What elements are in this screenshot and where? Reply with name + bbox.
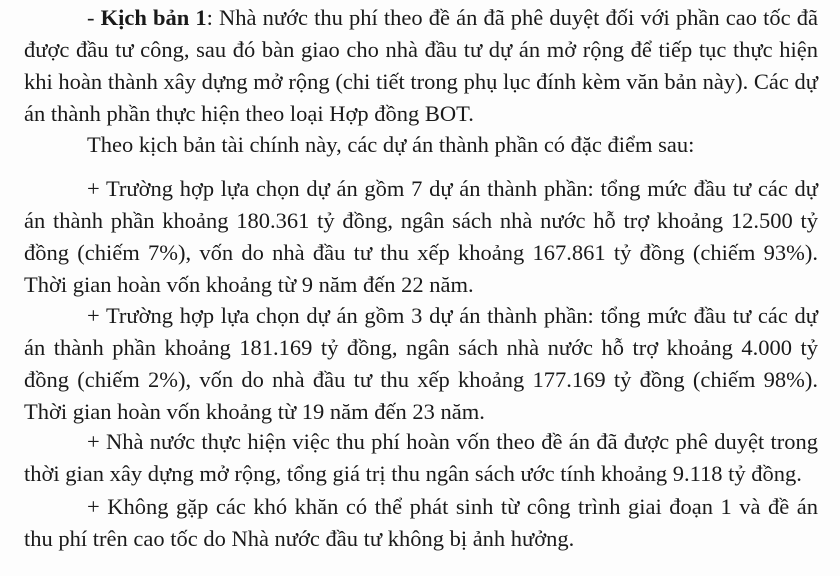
scenario-marker: - — [87, 5, 101, 30]
case-3-projects-paragraph: + Trường hợp lựa chọn dự án gồm 3 dự án thành phần: tổng mức đầu tư các dự án thành phần khoảng 181.169 tỷ đồng, ngân sách nhà nước hỗ trợ khoảng 4.000 tỷ đồng (chiếm 2%), vốn do nhà đầu tư thu xếp khoảng 177.169 tỷ đồng (chiếm 98%). Thời gian hoàn vốn khoảng từ 19 năm đến 23 năm. — [24, 303, 818, 424]
no-difficulty-paragraph: + Không gặp các khó khăn có thể phát sinh từ công trình giai đoạn 1 và đề án thu phí trên cao tốc do Nhà nước đầu tư không bị ảnh hưởng. — [24, 494, 818, 551]
case-7-projects-paragraph: + Trường hợp lựa chọn dự án gồm 7 dự án thành phần: tổng mức đầu tư các dự án thành phần khoảng 180.361 tỷ đồng, ngân sách nhà nước hỗ trợ khoảng 12.500 tỷ đồng (chiếm 7%), vốn do nhà đầu tư thu xếp khoảng 167.861 tỷ đồng (chiếm 93%). Thời gian hoàn vốn khoảng từ 9 năm đến 22 năm. — [24, 176, 818, 297]
toll-collection-paragraph: + Nhà nước thực hiện việc thu phí hoàn vốn theo đề án đã được phê duyệt trong thời gian xây dựng mở rộng, tổng giá trị thu ngân sách ước tính khoảng 9.118 tỷ đồng. — [24, 429, 818, 486]
scenario-1-paragraph — [24, 2, 818, 130]
financial-scenario-intro: Theo kịch bản tài chính này, các dự án thành phần có đặc điểm sau: — [87, 132, 695, 157]
scenario-title: Kịch bản 1 — [100, 5, 207, 30]
scenario-1-body: : Nhà nước thu phí theo đề án đã phê duyệt đối với phần cao tốc đã được đầu tư công, sau đó bàn giao cho nhà đầu tư dự án mở rộng để tiếp tục thực hiện khi hoàn thành xây dựng mở rộng (chi tiết trong phụ lục đính kèm văn bản này). Các dự án thành phần thực hiện theo loại Hợp đồng BOT. — [24, 5, 818, 126]
